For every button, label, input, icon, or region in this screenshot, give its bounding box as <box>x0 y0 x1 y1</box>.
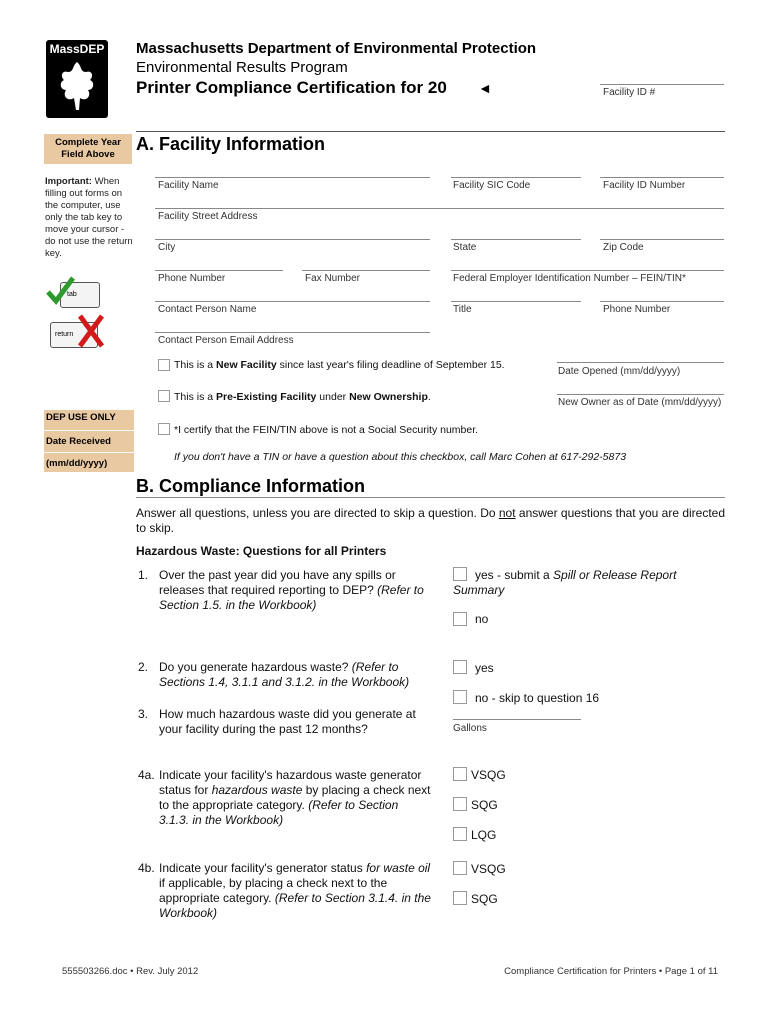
email-input[interactable] <box>155 332 430 333</box>
zip-label: Zip Code <box>603 242 644 253</box>
contact-input[interactable] <box>155 301 430 302</box>
state-input[interactable] <box>451 239 581 240</box>
cross-icon <box>76 312 106 350</box>
footer-right: Compliance Certification for Printers • Page 1 of 11 <box>504 966 718 977</box>
section-b-intro: Answer all questions, unless you are directed to skip a question. Do not answer questions that you are directed to skip. <box>136 506 726 535</box>
date-opened-input[interactable] <box>557 362 724 363</box>
dep-divider <box>44 452 134 453</box>
q4a-sqg-checkbox[interactable] <box>453 797 467 811</box>
footer-left: 555503266.doc • Rev. July 2012 <box>62 966 199 977</box>
sic-label: Facility SIC Code <box>453 180 531 191</box>
q1-no-checkbox[interactable] <box>453 612 467 626</box>
tab-key: tab <box>60 282 100 308</box>
q2-yes-checkbox[interactable] <box>453 660 467 674</box>
street-input[interactable] <box>155 208 724 209</box>
return-key: return <box>50 322 98 348</box>
zip-input[interactable] <box>600 239 724 240</box>
important-text: When filling out forms on the computer, use only the tab key to move your cursor - do not use the return key. <box>45 176 133 259</box>
q3-text: How much hazardous waste did you generate at your facility during the past 12 months? <box>159 707 416 736</box>
org-name: Massachusetts Department of Environmental Protection <box>136 40 537 57</box>
oak-leaf-icon <box>54 58 100 114</box>
new-facility-checkbox[interactable] <box>158 359 170 371</box>
q4b-sqg-label: SQG <box>471 892 498 906</box>
checkmark-icon <box>46 276 76 306</box>
fein-label: Federal Employer Identification Number – FEIN/TIN* <box>453 273 686 284</box>
divider <box>136 131 725 132</box>
divider <box>136 497 725 498</box>
return-key-illustration <box>46 312 110 352</box>
facility-name-input[interactable] <box>155 177 430 178</box>
state-label: State <box>453 242 477 253</box>
title-input[interactable] <box>451 301 581 302</box>
fax-input[interactable] <box>302 270 430 271</box>
program-name: Environmental Results Program <box>136 59 348 76</box>
dep-use-label: DEP USE ONLY <box>46 412 116 423</box>
q4a-sqg-label: SQG <box>471 798 498 812</box>
gallons-input[interactable] <box>453 719 581 720</box>
pre-existing-text: This is a Pre-Existing Facility under New Ownership. <box>174 391 431 403</box>
q4b-vsqg-label: VSQG <box>471 862 506 876</box>
hazardous-waste-subhead: Hazardous Waste: Questions for all Printers <box>136 544 387 558</box>
fax-label: Fax Number <box>305 273 361 284</box>
page-title: Printer Compliance Certification for 20 <box>136 78 447 97</box>
q2-text: Do you generate hazardous waste? (Refer to Sections 1.4, 3.1.1 and 3.1.2. in the Workbook) <box>159 660 410 689</box>
q4a-lqg-label: LQG <box>471 828 497 842</box>
q4a-vsqg-label: VSQG <box>471 768 506 782</box>
certify-text: *I certify that the FEIN/TIN above is not a Social Security number. <box>174 424 479 436</box>
q4a-text: Indicate your facility's hazardous waste generator status for hazardous waste by placing a check next to the appropriate category. (Refer to Section 3.1.3. in the Workbook) <box>159 768 431 827</box>
q4b-vsqg-checkbox[interactable] <box>453 861 467 875</box>
important-label: Important: <box>45 176 92 187</box>
tab-key-illustration <box>46 276 102 310</box>
date-format-label: (mm/dd/yyyy) <box>46 458 108 469</box>
massdep-logo <box>46 40 108 118</box>
logo-text: MassDEP <box>49 42 105 56</box>
city-input[interactable] <box>155 239 430 240</box>
facility-id-line[interactable] <box>600 84 724 85</box>
sic-input[interactable] <box>451 177 581 178</box>
section-b-title: B. Compliance Information <box>136 476 366 496</box>
q4b-number: 4b. <box>138 861 155 875</box>
contact-phone-label: Phone Number <box>603 304 671 315</box>
contact-phone-input[interactable] <box>600 301 724 302</box>
new-owner-label: New Owner as of Date (mm/dd/yyyy) <box>558 397 722 408</box>
phone-label: Phone Number <box>158 273 226 284</box>
phone-input[interactable] <box>155 270 283 271</box>
complete-year-note: Complete Year Field Above <box>44 134 132 164</box>
q4a-vsqg-checkbox[interactable] <box>453 767 467 781</box>
date-received-label: Date Received <box>46 436 111 447</box>
year-arrow-icon: ◄ <box>478 80 492 96</box>
q2-number: 2. <box>138 660 149 674</box>
email-label: Contact Person Email Address <box>158 335 294 346</box>
gallons-label: Gallons <box>453 723 487 734</box>
q2-no-checkbox[interactable] <box>453 690 467 704</box>
q2-yes-label: yes <box>475 661 494 675</box>
q4a-number: 4a. <box>138 768 155 782</box>
new-owner-input[interactable] <box>557 394 724 395</box>
date-opened-label: Date Opened (mm/dd/yyyy) <box>558 366 681 377</box>
title-label: Title <box>453 304 472 315</box>
facility-id-number-label: Facility ID Number <box>603 180 686 191</box>
facility-id-input[interactable] <box>600 177 724 178</box>
q3-number: 3. <box>138 707 149 721</box>
fein-input[interactable] <box>451 270 724 271</box>
q4b-text: Indicate your facility's generator status for waste oil if applicable, by placing a check next to the appropriate category. (Refer to Section 3.1.4. in the Workbook) <box>159 861 431 920</box>
q1-no-label: no <box>475 612 489 626</box>
new-facility-text: This is a New Facility since last year's filing deadline of September 15. <box>174 359 505 371</box>
facility-name-label: Facility Name <box>158 180 219 191</box>
city-label: City <box>158 242 176 253</box>
dep-divider <box>44 430 134 431</box>
facility-id-label: Facility ID # <box>603 87 656 98</box>
q1-text: Over the past year did you have any spills or releases that required reporting to DEP? (Refer to Section 1.5. in the Workbook) <box>159 568 424 612</box>
q2-no-label: no - skip to question 16 <box>475 691 600 705</box>
dep-use-box <box>44 410 134 472</box>
section-a-title: A. Facility Information <box>136 134 326 154</box>
contact-label: Contact Person Name <box>158 304 257 315</box>
certify-checkbox[interactable] <box>158 423 170 435</box>
q1-number: 1. <box>138 568 149 582</box>
q4a-lqg-checkbox[interactable] <box>453 827 467 841</box>
street-label: Facility Street Address <box>158 211 258 222</box>
pre-existing-checkbox[interactable] <box>158 390 170 402</box>
important-note <box>45 176 133 260</box>
tin-note: If you don't have a TIN or have a question about this checkbox, call Marc Cohen at 617-292-5873 <box>174 451 627 463</box>
q4b-sqg-checkbox[interactable] <box>453 891 467 905</box>
q1-yes-label: yes - submit a Spill or Release Report Summary <box>453 568 677 597</box>
